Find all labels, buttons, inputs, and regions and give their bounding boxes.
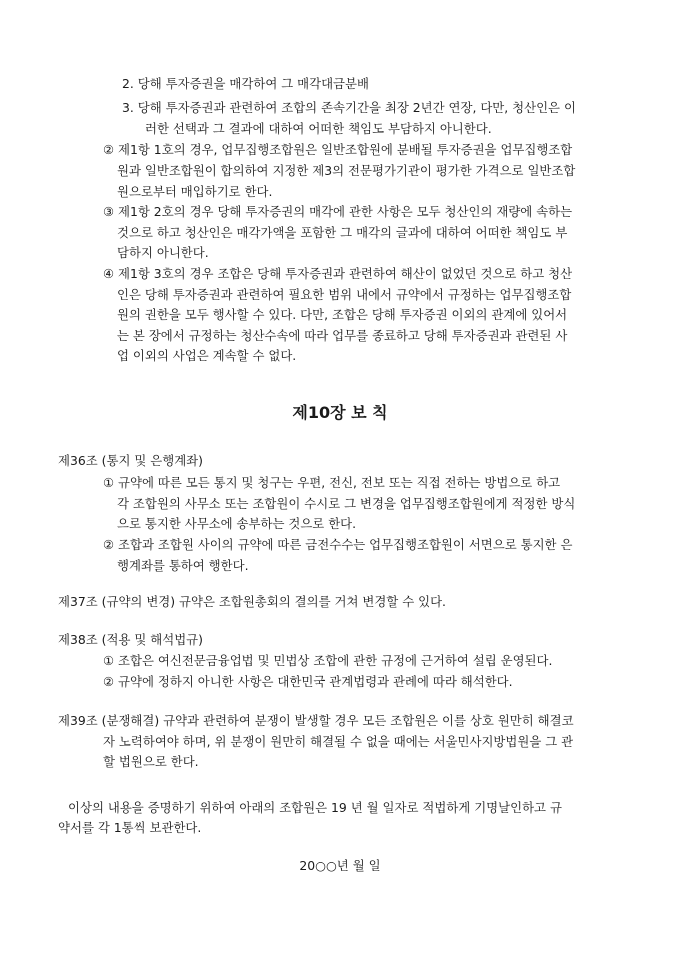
para-2-line-2: 원과 일반조합원이 합의하여 지정한 제3의 전문평가기관이 평가한 가격으로 일반조합 bbox=[117, 163, 576, 178]
para-4-line-1: ④ 제1항 3호의 경우 조합은 당해 투자증권과 관련하여 해산이 없었던 것으로 하고 청산 bbox=[103, 266, 573, 281]
article-36-para-1-line-3: 으로 통지한 사무소에 송부하는 것으로 한다. bbox=[117, 516, 357, 531]
item-3-line-1: 3. 당해 투자증권과 관련하여 조합의 존속기간을 최장 2년간 연장, 다만, 청산인은 이 bbox=[122, 100, 576, 115]
para-4-line-4: 는 본 장에서 규정하는 청산수속에 따라 업무를 종료하고 당해 투자증권과 관련된 사 bbox=[117, 328, 568, 343]
article-36-para-1-line-2: 각 조합원의 사무소 또는 조합원이 수시로 그 변경을 업무집행조합원에게 적정한 방식 bbox=[117, 496, 576, 511]
article-38-para-2: ② 규약에 정하지 아니한 사항은 대한민국 관계법령과 관례에 따라 해석한다. bbox=[103, 674, 513, 689]
para-3-line-2: 것으로 하고 청산인은 매각가액을 포함한 그 매각의 글과에 대하여 어떠한 책임도 부 bbox=[117, 225, 568, 240]
article-39-line-2: 자 노력하여야 하며, 위 분쟁이 원만히 해결될 수 없을 때에는 서울민사지방법원을 그 관 bbox=[103, 734, 574, 749]
para-2-line-3: 원으로부터 매입하기로 한다. bbox=[117, 184, 273, 199]
article-39-line-3: 할 법원으로 한다. bbox=[103, 754, 199, 769]
chapter-title: 제10장 보 칙 bbox=[292, 403, 388, 422]
item-2: 2. 당해 투자증권을 매각하여 그 매각대금분배 bbox=[122, 76, 369, 91]
closing-line-2: 약서를 각 1통씩 보관한다. bbox=[58, 820, 202, 835]
item-3-line-2: 러한 선택과 그 결과에 대하여 어떠한 책임도 부담하지 아니한다. bbox=[145, 121, 492, 136]
para-4-line-3: 원의 권한을 모두 행사할 수 있다. 다만, 조합은 당해 투자증권 이외의 관계에 있어서 bbox=[117, 307, 568, 322]
article-38-heading: 제38조 (적용 및 해석법규) bbox=[58, 632, 203, 647]
article-36-para-2-line-1: ② 조합과 조합원 사이의 규약에 따른 금전수수는 업무집행조합원이 서면으로 통지한 은 bbox=[103, 537, 573, 552]
article-37: 제37조 (규약의 변경) 규약은 조합원총회의 결의를 거쳐 변경할 수 있다. bbox=[58, 594, 446, 609]
para-4-line-5: 업 이외의 사업은 계속할 수 없다. bbox=[117, 348, 297, 363]
para-3-line-3: 담하지 아니한다. bbox=[117, 245, 209, 260]
article-36-para-2-line-2: 행계좌를 통하여 행한다. bbox=[117, 558, 249, 573]
date-line: 20○○년 월 일 bbox=[299, 858, 381, 873]
article-36-heading: 제36조 (통지 및 은행계좌) bbox=[58, 453, 203, 468]
article-38-para-1: ① 조합은 여신전문금융업법 및 민법상 조합에 관한 규정에 근거하여 설립 운영된다. bbox=[103, 653, 553, 668]
para-2-line-1: ② 제1항 1호의 경우, 업무집행조합원은 일반조합원에 분배될 투자증권을 업무집행조합 bbox=[103, 142, 573, 157]
article-39-line-1: 제39조 (분쟁해결) 규약과 관련하여 분쟁이 발생할 경우 모든 조합원은 이를 상호 원만히 해결코 bbox=[58, 713, 574, 728]
para-3-line-1: ③ 제1항 2호의 경우 당해 투자증권의 매각에 관한 사항은 모두 청산인의 재량에 속하는 bbox=[103, 204, 573, 219]
article-36-para-1-line-1: ① 규약에 따른 모든 통지 및 청구는 우편, 전신, 전보 또는 직접 전하는 방법으로 하고 bbox=[103, 475, 561, 490]
closing-line-1: 이상의 내용을 증명하기 위하여 아래의 조합원은 19 년 월 일자로 적법하게 기명날인하고 규 bbox=[68, 800, 562, 815]
para-4-line-2: 인은 당해 투자증권과 관련하여 필요한 범위 내에서 규약에서 규정하는 업무집행조합 bbox=[117, 287, 572, 302]
